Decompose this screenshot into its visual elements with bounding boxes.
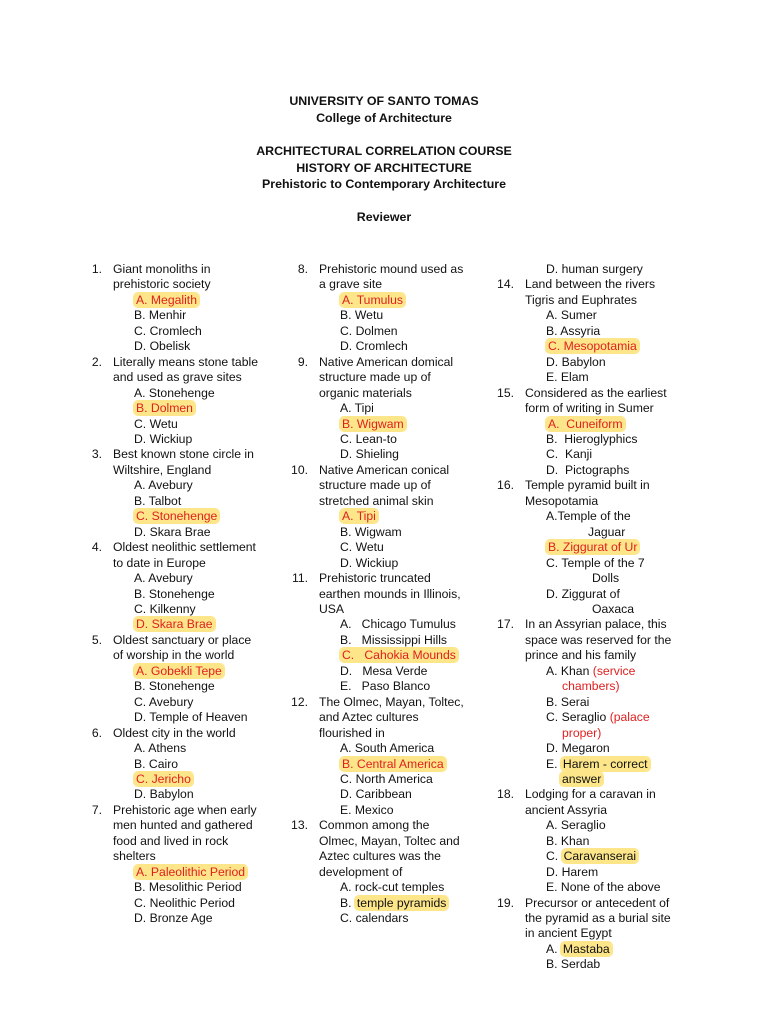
question-number: 7.	[91, 802, 102, 817]
option-b: B. Khan	[546, 833, 590, 848]
answer-note: (palace	[609, 710, 650, 725]
option-e: E. Harem - correct	[546, 756, 648, 771]
option-b: B. Menhir	[134, 308, 187, 323]
question-number: 4.	[91, 540, 102, 555]
option-b: B. Stonehenge	[134, 679, 215, 694]
option-d: D. Wickiup	[134, 431, 193, 446]
option-c: C. Seraglio (palace	[546, 710, 650, 725]
question-text: Temple pyramid built in Mesopotamia	[525, 478, 650, 508]
question-text: Considered as the earliest form of writing in Sumer	[525, 385, 667, 416]
question-16	[494, 478, 694, 509]
question-number: 8.	[297, 262, 308, 276]
question-number: 5.	[91, 632, 102, 647]
option-e: E. Mexico	[340, 802, 394, 817]
reviewer-title: Reviewer	[356, 209, 412, 224]
answer-highlight: A. Cuneiform	[548, 416, 623, 431]
answer-highlight: temple pyramids	[356, 895, 447, 910]
option-d: D. Shieling	[340, 447, 399, 462]
option-a: A. Tipi	[340, 401, 374, 416]
option-d-cont: Oaxaca	[592, 601, 635, 616]
question-3	[82, 447, 272, 478]
university-name: UNIVERSITY OF SANTO TOMAS	[289, 94, 479, 108]
option-a	[288, 293, 484, 308]
question-number: 16.	[497, 478, 514, 493]
document-header	[0, 93, 768, 225]
answer-highlight: Caravanserai	[563, 849, 637, 864]
option-e-cont	[494, 772, 694, 787]
question-14	[494, 277, 694, 308]
option-a: A. Stonehenge	[134, 385, 215, 400]
question-number: 17.	[497, 617, 514, 632]
option-d: D. Babylon	[134, 787, 194, 802]
option-b: B. Wetu	[340, 308, 384, 323]
question-8	[288, 262, 484, 293]
option-c: C. Wetu	[134, 416, 178, 431]
option-d: D. Babylon	[546, 354, 606, 369]
option-c: C. Wetu	[340, 540, 384, 555]
option-a: A. Mastaba	[546, 941, 610, 956]
answer-highlight: B. Dolmen	[136, 401, 193, 416]
option-b	[82, 401, 272, 416]
option-a: A. Chicago Tumulus	[340, 617, 456, 632]
column-3	[494, 262, 694, 973]
question-13	[288, 818, 484, 880]
option-e: E. None of the above	[546, 880, 661, 895]
question-text: The Olmec, Mayan, Toltec, and Aztec cultures flourished in	[319, 694, 464, 740]
question-number: 6.	[91, 725, 102, 740]
question-4	[82, 540, 272, 571]
question-text: Native American conical structure made up of stretched animal skin	[319, 462, 450, 508]
option-a	[288, 509, 484, 524]
option-a: A. rock-cut temples	[340, 880, 445, 895]
question-number: 18.	[497, 787, 514, 802]
option-d: D. Cromlech	[340, 339, 408, 354]
question-text: Prehistoric mound used as a grave site	[319, 262, 464, 292]
option-c: C. Temple of the 7	[546, 555, 645, 570]
option-a: A. Athens	[134, 741, 187, 756]
option-e: E. Paso Blanco	[340, 679, 431, 694]
question-number: 19.	[497, 895, 514, 910]
option-c	[494, 339, 694, 354]
option-c: C. Kilkenny	[134, 601, 196, 616]
course-title: ARCHITECTURAL CORRELATION COURSE	[256, 144, 512, 158]
answer-highlight: answer	[562, 771, 602, 786]
question-number: 12.	[291, 694, 308, 709]
question-number: 14.	[497, 277, 514, 292]
option-c: C. Neolithic Period	[134, 895, 235, 910]
option-a: A.Temple of the	[546, 509, 631, 524]
question-text: Common among the Olmec, Mayan, Toltec and Aztec cultures was the development of	[319, 818, 460, 879]
option-a-cont: Jaguar	[588, 524, 626, 539]
answer-highlight: A. Tipi	[342, 509, 376, 524]
option-c	[82, 509, 272, 524]
option-a: A. South America	[340, 741, 435, 756]
option-a	[82, 664, 272, 679]
question-text: Precursor or antecedent of the pyramid as a burial site in ancient Egypt	[525, 895, 671, 941]
option-d: D. Wickiup	[340, 555, 399, 570]
option-a: A. Khan (service	[546, 663, 636, 678]
question-12	[288, 695, 484, 741]
option-b	[288, 757, 484, 772]
option-c: C. Caravanserai	[546, 849, 637, 864]
question-9	[288, 355, 484, 401]
question-text: Land between the rivers Tigris and Euphrates	[525, 277, 656, 307]
option-b: B. Mississippi Hills	[340, 632, 447, 647]
question-text: Prehistoric age when early men hunted and gathered food and lived in rock shelters	[113, 802, 257, 864]
option-b: B. Serdab	[546, 957, 601, 972]
option-a	[82, 293, 272, 308]
question-number: 13.	[291, 818, 308, 833]
question-text: Oldest neolithic settlement to date in Europe	[113, 540, 256, 570]
answer-highlight: B. Central America	[342, 756, 444, 771]
question-text: In an Assyrian palace, this space was reserved for the prince and his family	[525, 617, 672, 663]
option-a: A. Avebury	[134, 478, 193, 493]
option-b: B. Hieroglyphics	[546, 431, 638, 446]
option-a: A. Avebury	[134, 571, 193, 586]
question-text: Lodging for a caravan in ancient Assyria	[525, 787, 656, 817]
option-d: D. Skara Brae	[134, 524, 211, 539]
option-d: D. Obelisk	[134, 339, 191, 354]
option-b: B. Assyria	[546, 323, 601, 338]
option-c: C. Lean-to	[340, 431, 397, 446]
option-c-cont: Dolls	[592, 571, 620, 586]
question-number: 3.	[91, 447, 102, 462]
answer-highlight: A. Megalith	[136, 292, 197, 307]
option-b: B. Serai	[546, 694, 590, 709]
question-text: Literally means stone table and used as grave sites	[113, 354, 258, 385]
answer-note: (service	[592, 663, 636, 678]
question-number: 10.	[291, 462, 308, 477]
answer-highlight: B. Ziggurat of Ur	[548, 540, 638, 555]
answer-highlight: A. Gobekli Tepe	[136, 663, 222, 678]
question-7	[82, 803, 272, 865]
option-b	[494, 540, 694, 555]
question-10	[288, 463, 484, 509]
question-1	[82, 262, 272, 293]
question-18	[494, 787, 694, 818]
option-c: C. Kanji	[546, 447, 593, 462]
question-number: 1.	[91, 262, 102, 276]
question-text: Prehistoric truncated earthen mounds in Illinois, USA	[319, 571, 461, 616]
option-b: B. Mesolithic Period	[134, 880, 242, 895]
option-a: A. Seraglio	[546, 818, 606, 833]
question-text: Oldest city in the world	[113, 725, 236, 740]
college-name: College of Architecture	[316, 110, 452, 125]
question-text: Giant monoliths in prehistoric society	[113, 262, 211, 292]
answer-highlight: A. Tumulus	[342, 292, 403, 307]
option-b: B. Talbot	[134, 493, 182, 508]
option-d: D. Bronze Age	[134, 911, 213, 926]
option-c: C. North America	[340, 771, 433, 786]
option-d: D. Pictographs	[546, 462, 630, 477]
question-text: Oldest sanctuary or place of worship in the world	[113, 632, 252, 663]
answer-highlight: C. Stonehenge	[136, 509, 218, 524]
option-d: D. Ziggurat of	[546, 586, 620, 601]
subject-title: HISTORY OF ARCHITECTURE	[296, 160, 472, 175]
answer-highlight: Harem - correct	[562, 756, 648, 771]
question-19	[494, 896, 694, 942]
option-b: B. temple pyramids	[340, 895, 447, 910]
option-d: D. Temple of Heaven	[134, 710, 248, 725]
question-5	[82, 633, 272, 664]
option-d	[82, 617, 272, 632]
question-15	[494, 386, 694, 417]
option-c	[82, 772, 272, 787]
question-number: 9.	[297, 354, 308, 369]
option-c: C. Dolmen	[340, 323, 398, 338]
question-6	[82, 726, 272, 741]
answer-highlight: B. Wigwam	[342, 416, 404, 431]
answer-highlight: A. Paleolithic Period	[136, 864, 246, 879]
option-b: B. Stonehenge	[134, 586, 215, 601]
question-2	[82, 355, 272, 386]
option-e: E. Elam	[546, 370, 589, 385]
question-text: Best known stone circle in Wiltshire, England	[113, 447, 254, 477]
option-c: C. Cromlech	[134, 323, 202, 338]
question-17	[494, 617, 694, 663]
option-a	[494, 417, 694, 432]
question-number: 11.	[291, 571, 308, 586]
option-d: D. Harem	[546, 864, 599, 879]
question-11	[288, 571, 484, 617]
answer-highlight: C. Cahokia Mounds	[342, 648, 456, 663]
question-number: 2.	[91, 354, 102, 369]
option-c	[288, 648, 484, 663]
option-b: B. Cairo	[134, 756, 179, 771]
option-d: D. human surgery	[546, 262, 643, 276]
option-a	[82, 865, 272, 880]
column-2	[288, 262, 484, 926]
answer-highlight: Mastaba	[562, 941, 610, 956]
answer-highlight: D. Skara Brae	[136, 617, 213, 632]
answer-highlight: C. Mesopotamia	[548, 339, 637, 354]
question-text: Native American domical structure made up of organic materials	[319, 354, 454, 400]
answer-note-cont: chambers)	[562, 679, 620, 694]
option-b	[288, 417, 484, 432]
option-d: D. Megaron	[546, 741, 610, 756]
answer-note-cont: proper)	[562, 725, 602, 740]
answer-highlight: C. Jericho	[136, 771, 191, 786]
question-number: 15.	[497, 385, 514, 400]
option-d: D. Caribbean	[340, 787, 412, 802]
option-a: A. Sumer	[546, 308, 597, 323]
option-c: C. Avebury	[134, 694, 194, 709]
column-1	[82, 262, 272, 926]
option-b: B. Wigwam	[340, 524, 402, 539]
topic-title: Prehistoric to Contemporary Architecture	[262, 177, 506, 191]
option-c: C. calendars	[340, 911, 409, 926]
option-d: D. Mesa Verde	[340, 663, 428, 678]
